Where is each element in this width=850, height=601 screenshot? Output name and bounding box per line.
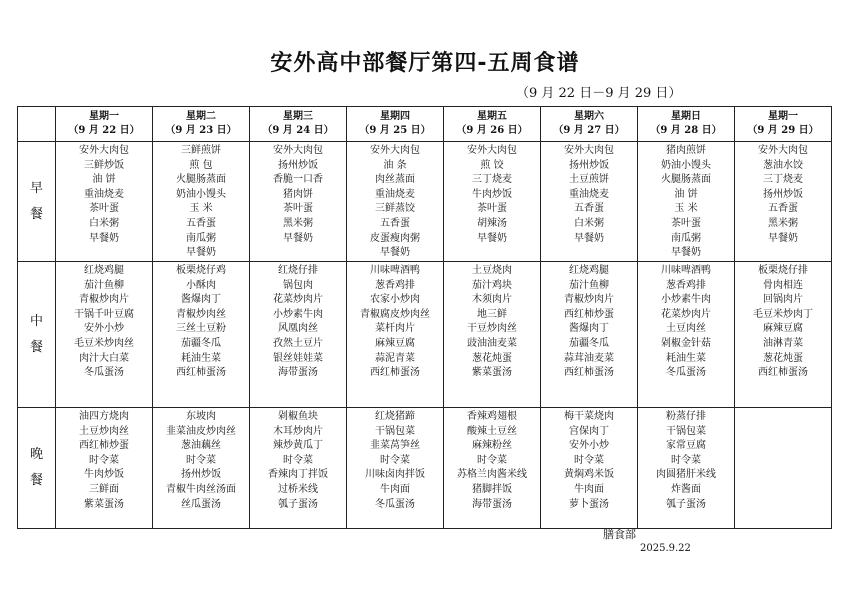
dish-item: 干锅包菜 (375, 425, 415, 437)
day-date: （9 月 25 日） (359, 125, 431, 136)
dish-item: 早餐奶 (671, 247, 701, 259)
dish-item: 银丝娃娃菜 (273, 352, 323, 364)
dish-item: 冬瓜蛋汤 (375, 498, 415, 510)
dish-item: 青椒腐皮炒肉丝 (360, 308, 430, 320)
dish-item: 青椒炒肉片 (79, 294, 129, 306)
dish-item: 韭菜莴笋丝 (370, 440, 420, 452)
dish-item: 安外小炒 (569, 440, 609, 452)
day-date: （9 月 24 日） (262, 125, 334, 136)
dish-item: 安外小炒 (84, 323, 124, 335)
dish-item: 风凰肉丝 (278, 323, 318, 335)
menu-cell (735, 142, 832, 262)
date-range: （9 月 22 日－9 月 29 日） (516, 86, 682, 101)
day-header (56, 107, 153, 142)
dish-item: 时令菜 (283, 454, 313, 466)
dish-item: 安外大肉包 (79, 145, 129, 156)
menu-cell (444, 262, 541, 408)
dish-item: 黑米粥 (283, 217, 313, 229)
dish-item: 奶油小馒头 (661, 159, 711, 171)
day-name: 星期五 (477, 111, 507, 122)
dish-item: 油 饼 (92, 174, 116, 186)
dish-item: 苏格兰肉酱米线 (457, 469, 527, 481)
corner-cell (18, 107, 56, 142)
dish-item: 肉汁大白菜 (79, 352, 129, 364)
dish-item: 早餐奶 (477, 232, 507, 244)
dish-item: 时令菜 (89, 454, 119, 466)
dish-item: 酱爆肉丁 (181, 294, 221, 306)
dish-item: 紫菜蛋汤 (472, 367, 512, 379)
dish-item: 土豆炒肉丝 (79, 425, 129, 437)
menu-cell (250, 262, 347, 408)
dish-item: 川味啤酒鸭 (661, 265, 711, 276)
dish-item: 海带蛋汤 (278, 367, 318, 379)
dish-item: 玉 米 (189, 203, 213, 215)
dish-item: 蒜茸油麦菜 (564, 352, 614, 364)
dish-item: 黄焖鸡米饭 (564, 469, 614, 481)
dish-item: 南瓜粥 (186, 232, 216, 244)
dish-item: 茄疆冬瓜 (181, 337, 221, 349)
dish-item: 早餐奶 (283, 232, 313, 244)
dish-item: 青椒炒肉片 (564, 294, 614, 306)
dish-item: 五香蛋 (186, 217, 216, 229)
dish-item: 茄汁鸡块 (472, 279, 512, 291)
dish-item: 瓠子蛋汤 (278, 498, 318, 510)
menu-cell (735, 408, 832, 529)
dish-item: 瓠子蛋汤 (666, 498, 706, 510)
dish-item: 葱油水饺 (763, 159, 803, 171)
dish-item: 板栗烧仔鸡 (176, 265, 226, 276)
dish-item: 油 饼 (674, 188, 698, 200)
dish-item: 地三鲜 (477, 308, 507, 320)
dish-item: 干锅包菜 (666, 425, 706, 437)
signature-date: 2025.9.22 (640, 543, 691, 554)
dish-item: 时令菜 (477, 454, 507, 466)
dish-item: 猪脚拌饭 (472, 483, 512, 495)
meal-row (18, 142, 832, 262)
menu-cell (250, 408, 347, 529)
meal-label-char: 餐 (29, 339, 43, 355)
dish-item: 安外大肉包 (370, 145, 420, 156)
meal-label-char: 中 (29, 313, 43, 329)
dish-item: 剁椒金针菇 (661, 337, 711, 349)
day-date: （9 月 27 日） (553, 125, 625, 136)
dish-item: 宫保肉丁 (569, 425, 609, 437)
dish-item: 麻辣粉丝 (472, 440, 512, 452)
day-date: （9 月 29 日） (747, 125, 819, 136)
menu-cell (56, 262, 153, 408)
dish-item: 三鲜煎饼 (181, 145, 221, 156)
meal-row (18, 262, 832, 408)
dish-item: 安外大肉包 (273, 145, 323, 156)
dish-item: 煎 包 (189, 159, 213, 171)
day-header (347, 107, 444, 142)
dish-item: 三鲜蒸饺 (375, 203, 415, 215)
day-date: （9 月 26 日） (456, 125, 528, 136)
dish-item: 豉油油麦菜 (467, 337, 517, 349)
dish-item: 时令菜 (671, 454, 701, 466)
dish-item: 三鲜炒饭 (84, 159, 124, 171)
dish-item: 五香蛋 (574, 203, 604, 215)
dish-item: 蒜泥青菜 (375, 352, 415, 364)
dish-item: 皮蛋瘦肉粥 (370, 232, 420, 244)
dish-item: 玉 米 (674, 203, 698, 215)
menu-cell (541, 408, 638, 529)
dish-item: 耗油生菜 (181, 352, 221, 364)
dish-item: 牛肉面 (574, 483, 604, 495)
dish-item: 耗油生菜 (666, 352, 706, 364)
dish-item: 青椒牛肉丝汤面 (166, 483, 236, 495)
menu-cell (153, 142, 250, 262)
day-name: 星期三 (283, 111, 313, 122)
dish-item: 板栗烧仔排 (758, 265, 808, 276)
dish-item: 三鲜面 (89, 483, 119, 495)
day-name: 星期二 (186, 111, 216, 122)
dish-item: 牛肉面 (380, 483, 410, 495)
dish-item: 三丁烧麦 (472, 174, 512, 186)
day-header (250, 107, 347, 142)
dish-item: 麻辣豆腐 (375, 337, 415, 349)
dish-item: 炸酱面 (671, 483, 701, 495)
dish-item: 梅干菜烧肉 (564, 411, 614, 422)
dish-item: 冬瓜蛋汤 (84, 367, 124, 379)
dish-item: 川味啤酒鸭 (370, 265, 420, 276)
dish-item: 茶叶蛋 (671, 217, 701, 229)
day-name: 星期日 (671, 111, 701, 122)
dish-item: 重油烧麦 (84, 188, 124, 200)
dish-item: 葱香鸡排 (666, 279, 706, 291)
menu-cell (444, 408, 541, 529)
dish-item: 时令菜 (574, 454, 604, 466)
dish-item: 小炒素牛肉 (661, 294, 711, 306)
dish-item: 菜杆肉片 (375, 323, 415, 335)
day-header (153, 107, 250, 142)
page-title: 安外高中部餐厅第四-五周食谱 (270, 51, 580, 76)
menu-cell (250, 142, 347, 262)
dish-item: 油 条 (383, 159, 407, 171)
menu-cell (638, 142, 735, 262)
dish-item: 胡辣汤 (477, 217, 507, 229)
dish-item: 西红柿蛋汤 (176, 367, 226, 379)
dish-item: 奶油小馒头 (176, 188, 226, 200)
dish-item: 香辣肉丁拌饭 (268, 469, 328, 481)
dish-item: 肉丝蒸面 (375, 174, 415, 186)
meal-label-char: 餐 (29, 206, 43, 222)
department-signature: 膳食部 (603, 528, 636, 541)
dish-item: 回锅肉片 (763, 294, 803, 306)
dish-item: 香辣鸡翅根 (467, 411, 517, 422)
dish-item: 西红柿炒蛋 (79, 440, 129, 452)
menu-cell (347, 142, 444, 262)
dish-item: 锅包肉 (283, 279, 313, 291)
menu-cell (638, 262, 735, 408)
dish-item: 土豆煎饼 (569, 174, 609, 186)
dish-item: 三丝土豆粉 (176, 323, 226, 335)
menu-cell (735, 262, 832, 408)
menu-table (17, 106, 832, 529)
menu-cell (638, 408, 735, 529)
dish-item: 葱花炖蛋 (472, 352, 512, 364)
dish-item: 花菜炒肉片 (661, 308, 711, 320)
dish-item: 牛肉炒饭 (84, 469, 124, 481)
dish-item: 韭菜油皮炒肉丝 (166, 425, 236, 437)
dish-item: 剁椒鱼块 (278, 411, 318, 422)
dish-item: 麻辣豆腐 (763, 323, 803, 335)
dish-item: 冬瓜蛋汤 (666, 367, 706, 379)
day-name: 星期一 (89, 111, 119, 122)
dish-item: 安外大肉包 (758, 145, 808, 156)
dish-item: 粉蒸仔排 (666, 411, 706, 422)
dish-item: 西红柿炒蛋 (564, 308, 614, 320)
dish-item: 小炒素牛肉 (273, 308, 323, 320)
dish-item: 茶叶蛋 (477, 203, 507, 215)
dish-item: 时令菜 (186, 454, 216, 466)
dish-item: 黑米粥 (768, 217, 798, 229)
dish-item: 早餐奶 (768, 232, 798, 244)
dish-item: 重油烧麦 (375, 188, 415, 200)
dish-item: 扬州炒饭 (569, 159, 609, 171)
meal-label (18, 262, 56, 408)
dish-item: 牛肉炒饭 (472, 188, 512, 200)
dish-item: 东坡肉 (186, 411, 216, 422)
dish-item: 安外大肉包 (467, 145, 517, 156)
dish-item: 重油烧麦 (569, 188, 609, 200)
dish-item: 西红柿蛋汤 (564, 367, 614, 379)
dish-item: 毛豆米炒肉丝 (74, 337, 134, 349)
day-name: 星期四 (380, 111, 410, 122)
day-date: （9 月 23 日） (165, 125, 237, 136)
dish-item: 孜然土豆片 (273, 337, 323, 349)
dish-item: 过桥米线 (278, 483, 318, 495)
day-header (638, 107, 735, 142)
dish-item: 丝瓜蛋汤 (181, 498, 221, 510)
dish-item: 酸辣土豆丝 (467, 425, 517, 437)
header-row (18, 107, 832, 142)
dish-item: 早餐奶 (186, 247, 216, 259)
dish-item: 毛豆米炒肉丁 (753, 308, 813, 320)
dish-item: 油淋青菜 (763, 337, 803, 349)
dish-item: 白米粥 (89, 217, 119, 229)
dish-item: 家常豆腐 (666, 440, 706, 452)
menu-cell (347, 262, 444, 408)
menu-cell (56, 142, 153, 262)
dish-item: 辣炒黄瓜丁 (273, 440, 323, 452)
dish-item: 早餐奶 (89, 232, 119, 244)
dish-item: 萝卜蛋汤 (569, 498, 609, 510)
dish-item: 肉圆猪肝米线 (656, 469, 716, 481)
dish-item: 火腿肠蒸面 (176, 174, 226, 186)
dish-item: 红烧鸡腿 (84, 265, 124, 276)
dish-item: 木须肉片 (472, 294, 512, 306)
menu-cell (541, 142, 638, 262)
dish-item: 茶叶蛋 (89, 203, 119, 215)
dish-item: 西红柿蛋汤 (758, 367, 808, 379)
dish-item: 干锅千叶豆腐 (74, 308, 134, 320)
dish-item: 西红柿蛋汤 (370, 367, 420, 379)
dish-item: 五香蛋 (768, 203, 798, 215)
dish-item: 安外大肉包 (564, 145, 614, 156)
dish-item: 茄疆冬瓜 (569, 337, 609, 349)
dish-item: 早餐奶 (574, 232, 604, 244)
dish-item: 青椒炒肉丝 (176, 308, 226, 320)
dish-item: 木耳炒肉片 (273, 425, 323, 437)
menu-cell (444, 142, 541, 262)
menu-cell (153, 408, 250, 529)
meal-label (18, 408, 56, 529)
dish-item: 扬州炒饭 (181, 469, 221, 481)
dish-item: 时令菜 (380, 454, 410, 466)
dish-item: 煎 饺 (480, 159, 504, 171)
menu-cell (347, 408, 444, 529)
dish-item: 红烧仔排 (278, 265, 318, 276)
day-name: 星期一 (768, 111, 798, 122)
dish-item: 红烧猪蹄 (375, 411, 415, 422)
meal-label-char: 晚 (29, 447, 43, 462)
dish-item: 海带蛋汤 (472, 498, 512, 510)
dish-item: 茄汁鱼柳 (84, 279, 124, 291)
meal-label-char: 早 (29, 180, 43, 196)
dish-item: 花菜炒肉片 (273, 294, 323, 306)
dish-item: 猪肉饼 (283, 188, 313, 200)
day-date: （9 月 28 日） (650, 125, 722, 136)
dish-item: 农家小炒肉 (370, 294, 420, 306)
day-header (541, 107, 638, 142)
dish-item: 小酥肉 (186, 279, 216, 291)
day-name: 星期六 (574, 111, 604, 122)
menu-cell (56, 408, 153, 529)
dish-item: 骨肉相连 (763, 279, 803, 291)
dish-item: 酱爆肉丁 (569, 323, 609, 335)
dish-item: 油四方烧肉 (79, 411, 129, 422)
dish-item: 三丁烧麦 (763, 174, 803, 186)
day-header (444, 107, 541, 142)
dish-item: 葱香鸡排 (375, 279, 415, 291)
meal-label-char: 餐 (29, 473, 43, 488)
dish-item: 火腿肠蒸面 (661, 174, 711, 186)
day-date: （9 月 22 日） (68, 125, 140, 136)
dish-item: 猪肉煎饼 (666, 145, 706, 156)
meal-row (18, 408, 832, 529)
dish-item: 白米粥 (574, 217, 604, 229)
dish-item: 香脆一口香 (273, 174, 323, 186)
dish-item: 紫菜蛋汤 (84, 498, 124, 510)
dish-item: 南瓜粥 (671, 232, 701, 244)
meal-label (18, 142, 56, 262)
dish-item: 茶叶蛋 (283, 203, 313, 215)
dish-item: 干豆炒肉丝 (467, 323, 517, 335)
dish-item: 葱花炖蛋 (763, 352, 803, 364)
dish-item: 早餐奶 (380, 247, 410, 259)
dish-item: 土豆肉丝 (666, 323, 706, 335)
dish-item: 五香蛋 (380, 217, 410, 229)
dish-item: 葱油藕丝 (181, 440, 221, 452)
dish-item: 土豆烧肉 (472, 265, 512, 276)
dish-item: 扬州炒饭 (763, 188, 803, 200)
dish-item: 茄汁鱼柳 (569, 279, 609, 291)
day-header (735, 107, 832, 142)
menu-cell (541, 262, 638, 408)
dish-item: 川味卤肉拌饭 (365, 469, 425, 481)
dish-item: 红烧鸡腿 (569, 265, 609, 276)
menu-cell (153, 262, 250, 408)
dish-item: 扬州炒饭 (278, 159, 318, 171)
